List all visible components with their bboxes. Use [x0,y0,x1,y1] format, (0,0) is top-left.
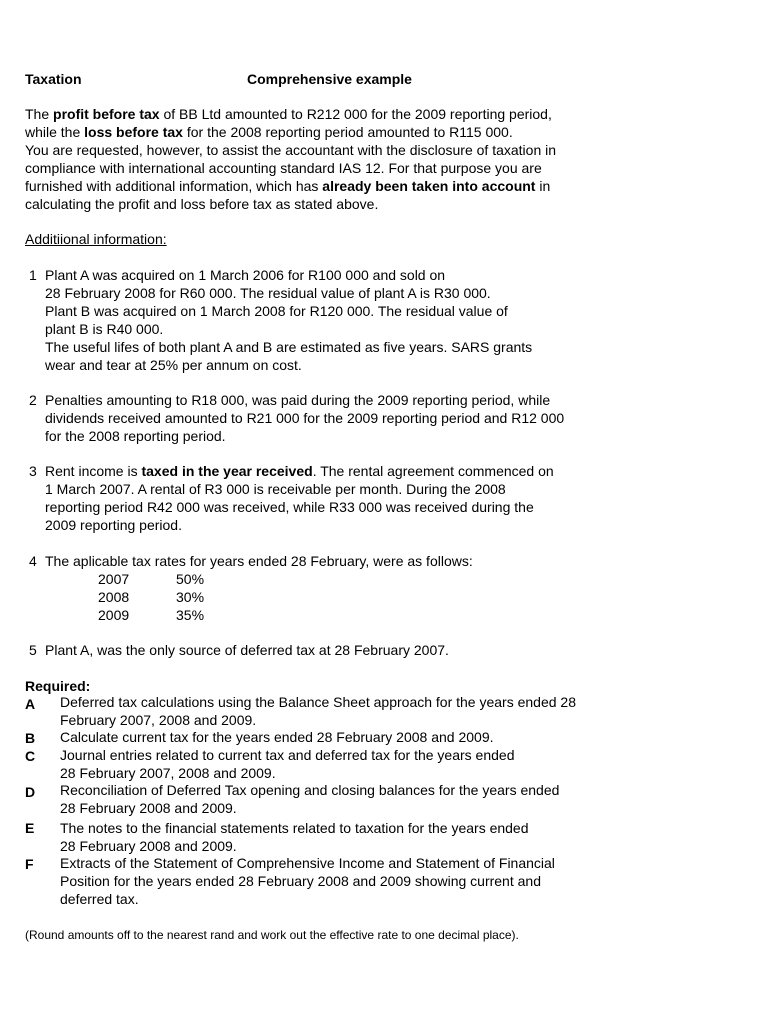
item-2-number: 2 [29,392,37,408]
required-letter: E [25,820,35,836]
required-letter: C [25,748,36,764]
intro-line-6: calculating the profit and loss before tax as stated above. [25,196,379,212]
intro-line-4: compliance with international accounting standard IAS 12. For that purpose you are [25,160,542,176]
item-2-line: dividends received amounted to R21 000 for the 2009 reporting period and R12 000 [45,410,565,426]
item-3-line: Rent income is taxed in the year received. The rental agreement commenced on [45,463,554,479]
required-text: 28 February 2007, 2008 and 2009. [60,765,276,781]
required-letter: F [25,856,34,872]
required-letter: A [25,696,36,712]
required-text: deferred tax. [60,891,139,907]
required-text: 28 February 2008 and 2009. [60,838,237,854]
item-4-line: The aplicable tax rates for years ended 28 February, were as follows: [45,553,473,569]
item-4-number: 4 [29,553,37,569]
intro-line-2: while the loss before tax for the 2008 reporting period amounted to R115 000. [25,124,513,140]
required-text: 28 February 2008 and 2009. [60,800,237,816]
item-1-line: Plant A was acquired on 1 March 2006 for R100 000 and sold on [45,267,446,283]
intro-line-3: You are requested, however, to assist the accountant with the disclosure of taxation in [25,142,557,158]
title-comprehensive-example: Comprehensive example [247,71,412,87]
rate-year: 2007 [98,571,130,587]
required-text: The notes to the financial statements related to taxation for the years ended [60,820,529,836]
rate-value: 50% [176,571,205,587]
intro-line-5: furnished with additional information, which has already been taken into account in [25,178,551,194]
required-letter: B [25,730,36,746]
required-text: Reconciliation of Deferred Tax opening and closing balances for the years ended [60,782,560,798]
item-1-line: wear and tear at 25% per annum on cost. [45,357,302,373]
item-2-line: for the 2008 reporting period. [45,428,226,444]
title-taxation: Taxation [25,71,82,87]
item-1-number: 1 [29,267,37,283]
required-text: February 2007, 2008 and 2009. [60,712,257,728]
additional-info-heading: Additiional information: [25,231,167,247]
rate-year: 2009 [98,607,130,623]
required-text: Extracts of the Statement of Comprehensive Income and Statement of Financial [60,855,555,871]
required-text: Calculate current tax for the years ended 28 February 2008 and 2009. [60,729,494,745]
required-letter: D [25,784,36,800]
item-3-line: reporting period R42 000 was received, while R33 000 was received during the [45,499,534,515]
rate-year: 2008 [98,589,130,605]
item-1-line: 28 February 2008 for R60 000. The residual value of plant A is R30 000. [45,285,491,301]
item-2-line: Penalties amounting to R18 000, was paid during the 2009 reporting period, while [45,392,551,408]
item-1-line: The useful lifes of both plant A and B are estimated as five years. SARS grants [45,339,533,355]
item-5-line: Plant A, was the only source of deferred tax at 28 February 2007. [45,642,449,658]
item-1-line: Plant B was acquired on 1 March 2008 for R120 000. The residual value of [45,303,508,319]
rate-value: 30% [176,589,205,605]
required-text: Journal entries related to current tax and deferred tax for the years ended [60,747,515,763]
rate-value: 35% [176,607,205,623]
item-3-number: 3 [29,463,37,479]
intro-line-1: The profit before tax of BB Ltd amounted to R212 000 for the 2009 reporting period, [25,106,552,122]
item-3-line: 1 March 2007. A rental of R3 000 is receivable per month. During the 2008 [45,481,506,497]
item-5-number: 5 [29,642,37,658]
footnote: (Round amounts off to the nearest rand and work out the effective rate to one decimal place). [25,928,519,942]
item-3-line: 2009 reporting period. [45,517,182,533]
required-text: Deferred tax calculations using the Balance Sheet approach for the years ended 28 [60,694,576,710]
required-heading: Required: [25,678,91,694]
item-1-line: plant B is R40 000. [45,321,164,337]
required-text: Position for the years ended 28 February 2008 and 2009 showing current and [60,873,541,889]
